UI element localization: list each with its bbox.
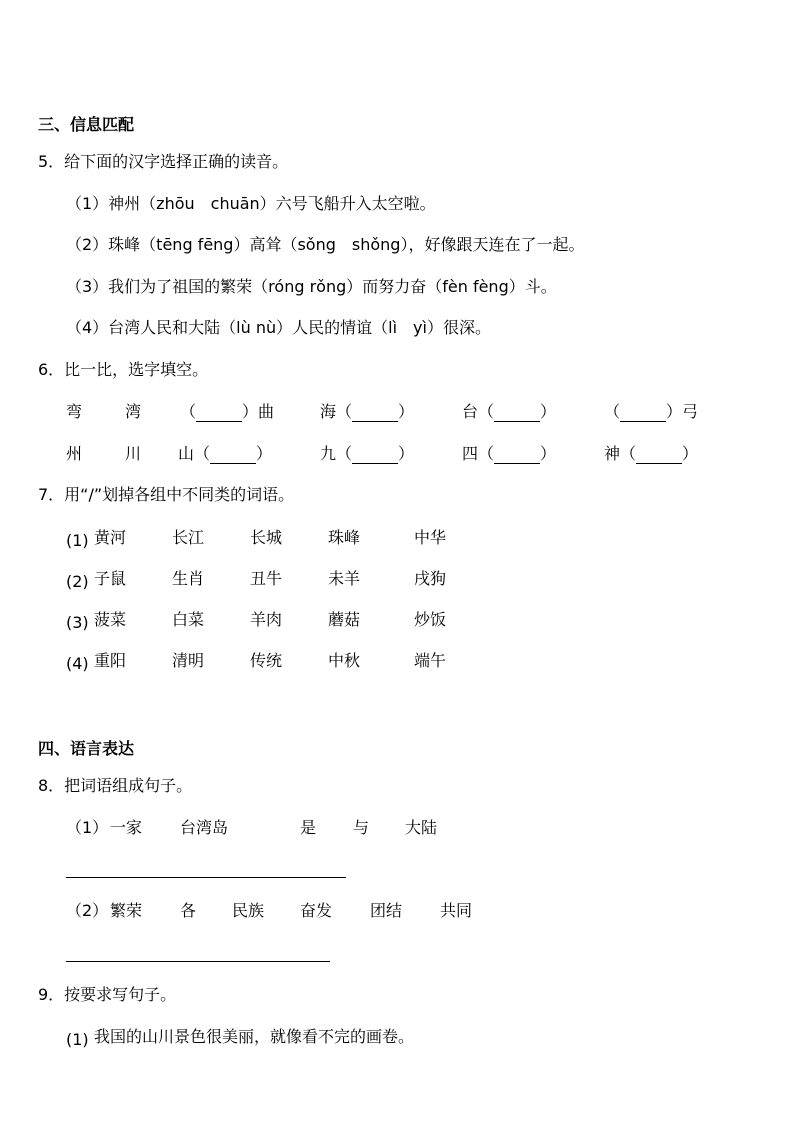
q7-group-4 [0, 651, 794, 671]
q7-group-3 [0, 610, 794, 630]
q6-char: 州 [66, 444, 83, 463]
word-option[interactable]: 羊肉 [250, 610, 283, 629]
group-number: (4) [66, 654, 89, 673]
q5-item-2: （2）珠峰（tēng fēng）高耸（sǒng shǒng），好像跟天连在了一起。 [66, 235, 585, 254]
q7-group-1 [0, 528, 794, 548]
q7-group-2 [0, 569, 794, 589]
answer-blank[interactable] [196, 407, 242, 422]
q6-fill-group: 台（ ） [462, 402, 557, 421]
q5-item-1: （1）神州（zhōu chuān）六号飞船升入太空啦。 [66, 194, 436, 213]
word-chip: 奋发 [300, 901, 333, 920]
section-3-heading: 三、信息匹配 [38, 115, 135, 134]
answer-blank[interactable] [494, 449, 540, 464]
answer-blank[interactable] [494, 407, 540, 422]
word-option[interactable]: 未羊 [328, 569, 361, 588]
word-option[interactable]: 丑牛 [250, 569, 283, 588]
q6-fill-group: 四（ ） [462, 444, 557, 463]
answer-blank[interactable] [636, 449, 682, 464]
word-option[interactable]: 重阳 [94, 651, 127, 670]
word-chip: 台湾岛 [180, 818, 229, 837]
word-chip: 各 [180, 901, 197, 920]
word-chip: 繁荣 [110, 901, 143, 920]
word-option[interactable]: 清明 [172, 651, 205, 670]
q6-fill-group: 神（ ） [604, 444, 699, 463]
q6-fill-group: （ ）弓 [604, 402, 699, 421]
word-option[interactable]: 长江 [172, 528, 205, 547]
q6-char: 川 [125, 444, 142, 463]
q8-item-1 [0, 818, 794, 838]
q6-fill-group: （ ）曲 [180, 402, 275, 421]
word-chip: 是 [300, 818, 317, 837]
q6-fill-group: 山（ ） [178, 444, 273, 463]
word-chip: 民族 [232, 901, 265, 920]
answer-line[interactable] [66, 877, 346, 878]
word-option[interactable]: 中秋 [328, 651, 361, 670]
word-option[interactable]: 菠菜 [94, 610, 127, 629]
q7-stem: 7．用“/”划掉各组中不同类的词语。 [38, 485, 295, 504]
q6-row-2 [0, 444, 794, 464]
prompt-sentence: 我国的山川景色很美丽，就像看不完的画卷。 [94, 1027, 415, 1046]
q9-stem: 9．按要求写句子。 [38, 985, 177, 1004]
group-number: (3) [66, 613, 89, 632]
q6-fill-group: 九（ ） [320, 444, 415, 463]
word-chip: 一家 [110, 818, 143, 837]
word-option[interactable]: 长城 [250, 528, 283, 547]
q6-char: 弯 [66, 402, 83, 421]
word-option[interactable]: 端午 [414, 651, 447, 670]
answer-blank[interactable] [620, 407, 666, 422]
word-option[interactable]: 白菜 [172, 610, 205, 629]
word-option[interactable]: 黄河 [94, 528, 127, 547]
q8-stem: 8．把词语组成句子。 [38, 776, 193, 795]
word-option[interactable]: 中华 [414, 528, 447, 547]
answer-blank[interactable] [210, 449, 256, 464]
group-number: (2) [66, 572, 89, 591]
q9-item-1 [0, 1027, 794, 1047]
answer-blank[interactable] [352, 407, 398, 422]
q6-stem: 6．比一比，选字填空。 [38, 360, 209, 379]
q8-item-2 [0, 901, 794, 921]
word-chip: 共同 [440, 901, 473, 920]
word-chip: 团结 [370, 901, 403, 920]
answer-line[interactable] [66, 961, 330, 962]
answer-blank[interactable] [352, 449, 398, 464]
word-option[interactable]: 蘑菇 [328, 610, 361, 629]
q6-fill-group: 海（ ） [320, 402, 415, 421]
word-option[interactable]: 戌狗 [414, 569, 447, 588]
item-number: （2） [66, 901, 109, 920]
q5-stem: 5．给下面的汉字选择正确的读音。 [38, 152, 289, 171]
word-option[interactable]: 子鼠 [94, 569, 127, 588]
word-chip: 与 [353, 818, 370, 837]
word-option[interactable]: 珠峰 [328, 528, 361, 547]
word-option[interactable]: 生肖 [172, 569, 205, 588]
word-option[interactable]: 炒饭 [414, 610, 447, 629]
item-number: （1） [66, 818, 109, 837]
q6-row-1 [0, 402, 794, 422]
item-number: (1) [66, 1030, 89, 1049]
group-number: (1) [66, 531, 89, 550]
q5-item-4: （4）台湾人民和大陆（lù nù）人民的情谊（lì yì）很深。 [66, 318, 491, 337]
section-4-heading: 四、语言表达 [38, 739, 135, 758]
q6-char: 湾 [125, 402, 142, 421]
q5-item-3: （3）我们为了祖国的繁荣（róng rǒng）而努力奋（fèn fèng）斗。 [66, 277, 557, 296]
word-chip: 大陆 [405, 818, 438, 837]
word-option[interactable]: 传统 [250, 651, 283, 670]
